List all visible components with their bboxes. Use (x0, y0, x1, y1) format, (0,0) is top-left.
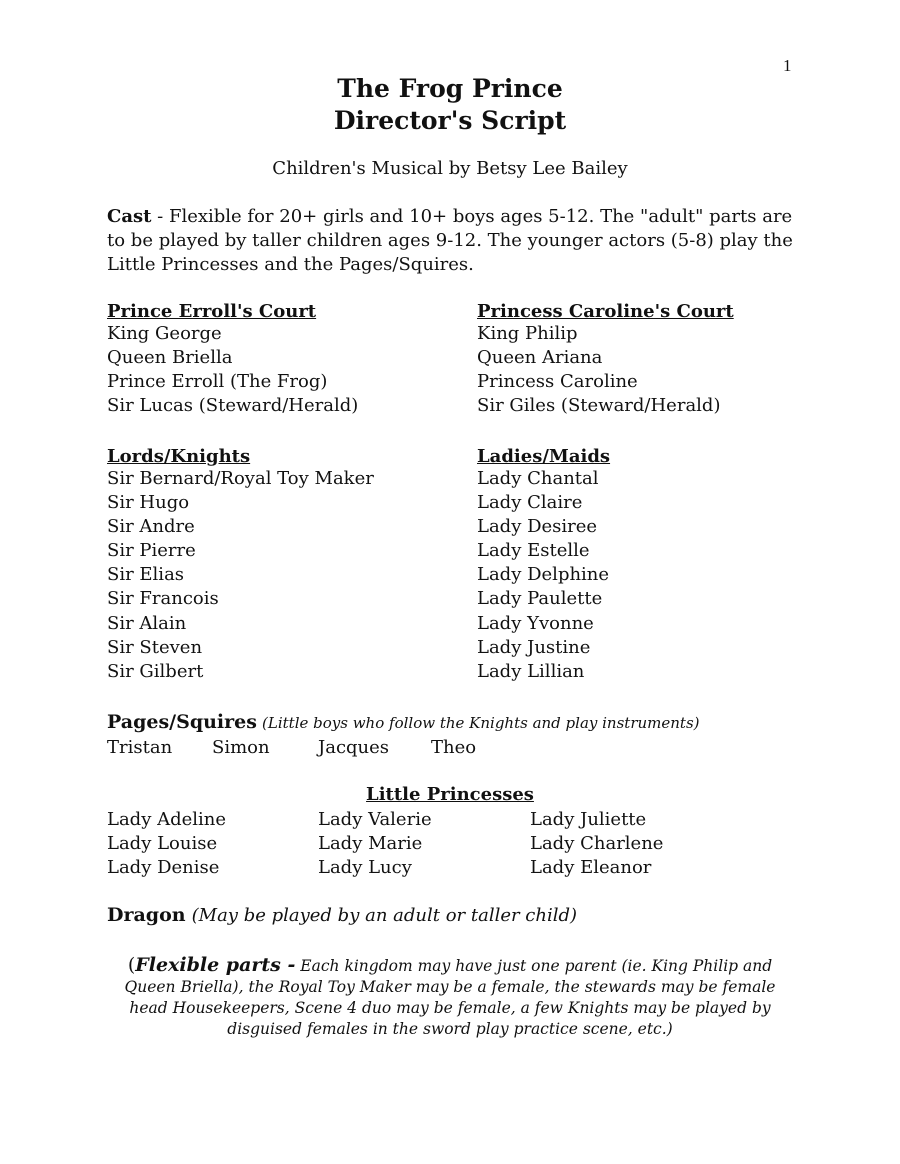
list-item: Lady Delphine (477, 564, 610, 586)
list-item: Prince Erroll (The Frog) (107, 371, 328, 393)
list-item: Lady Lucy (318, 857, 412, 879)
list-item: Lady Charlene (530, 833, 664, 855)
lords-heading: Lords/Knights (107, 446, 251, 467)
little-princesses-col1 (107, 808, 226, 880)
list-item: Princess Caroline (477, 371, 638, 393)
little-princesses-col3 (530, 808, 663, 880)
list-item: Lady Paulette (477, 588, 603, 610)
cast-text: - Flexible for 20+ girls and 10+ boys ages 5-12. The "adult" parts are to be played by taller children ages 9-12. The younger actors (5-8) play the Little Princesses and the Pages/Squires. (107, 206, 793, 275)
list-item: Lady Estelle (477, 540, 590, 562)
pages-heading-line (107, 711, 700, 733)
list-item: Sir Pierre (107, 540, 196, 562)
ladies-section (477, 446, 610, 684)
pages-note: (Little boys who follow the Knights and play instruments) (262, 714, 700, 732)
princess-court-heading: Princess Caroline's Court (477, 301, 734, 322)
list-item: Sir Gilbert (107, 660, 204, 682)
list-item: Theo (431, 737, 477, 758)
list-item: Lady Marie (318, 833, 423, 855)
list-item: King George (107, 323, 222, 344)
cast-label: Cast (107, 206, 152, 227)
list-item: Lady Yvonne (477, 612, 594, 634)
lords-section (107, 446, 374, 684)
flexible-open-paren: ( (127, 954, 136, 976)
list-item: Lady Justine (477, 636, 591, 658)
list-item: Queen Ariana (477, 347, 603, 369)
cast-paragraph (107, 205, 807, 277)
list-item: Sir Andre (107, 516, 195, 538)
list-item: Sir Lucas (Steward/Herald) (107, 395, 359, 417)
ladies-list (477, 467, 610, 684)
dragon-note: (May be played by an adult or taller child) (191, 905, 578, 926)
ladies-heading: Ladies/Maids (477, 446, 611, 467)
dragon-label: Dragon (107, 904, 186, 926)
list-item: Sir Elias (107, 564, 185, 586)
list-item: Lady Denise (107, 857, 220, 879)
little-princesses-heading: Little Princesses (366, 784, 534, 805)
dragon-line (107, 904, 577, 926)
prince-court-section (107, 301, 358, 418)
title-line-2: Director's Script (333, 106, 567, 135)
lords-list (107, 467, 374, 684)
list-item: Lady Desiree (477, 516, 598, 538)
list-item: Lady Lillian (477, 660, 585, 682)
list-item: Tristan (107, 737, 173, 758)
flexible-text: Each kingdom may have just one parent (ie. King Philip and Queen Briella), the Royal Toy Maker may be a female, the stewards may be female head Housekeepers, Scene 4 duo may be female, a few Knights may be played by disguised females in the sword play practice scene, etc.) (124, 957, 776, 1038)
list-item: Sir Alain (107, 612, 187, 634)
list-item: Sir Hugo (107, 492, 190, 514)
flexible-lead: Flexible parts - (135, 954, 296, 976)
little-princesses-col2 (318, 808, 432, 880)
list-item: Sir Giles (Steward/Herald) (477, 395, 721, 417)
list-item: Sir Bernard/Royal Toy Maker (107, 468, 374, 489)
list-item: Lady Chantal (477, 468, 599, 489)
princess-court-list (477, 322, 734, 418)
list-item: Lady Claire (477, 492, 583, 514)
flexible-parts-note (120, 955, 780, 1040)
page-number: 1 (783, 56, 792, 75)
list-item: Queen Briella (107, 347, 233, 369)
subtitle: Children's Musical by Betsy Lee Bailey (272, 158, 628, 179)
list-item: King Philip (477, 323, 578, 344)
list-item: Sir Francois (107, 588, 219, 610)
list-item: Lady Eleanor (530, 857, 652, 879)
title-line-1: The Frog Prince (337, 74, 563, 103)
princess-court-section (477, 301, 734, 418)
list-item: Lady Louise (107, 833, 218, 855)
prince-court-list (107, 322, 358, 418)
list-item: Lady Valerie (318, 809, 432, 830)
list-item: Sir Steven (107, 636, 203, 658)
list-item: Jacques (318, 737, 390, 758)
pages-heading: Pages/Squires (107, 711, 257, 733)
list-item: Lady Juliette (530, 809, 647, 830)
prince-court-heading: Prince Erroll's Court (107, 301, 317, 322)
list-item: Simon (212, 737, 270, 758)
list-item: Lady Adeline (107, 809, 227, 830)
